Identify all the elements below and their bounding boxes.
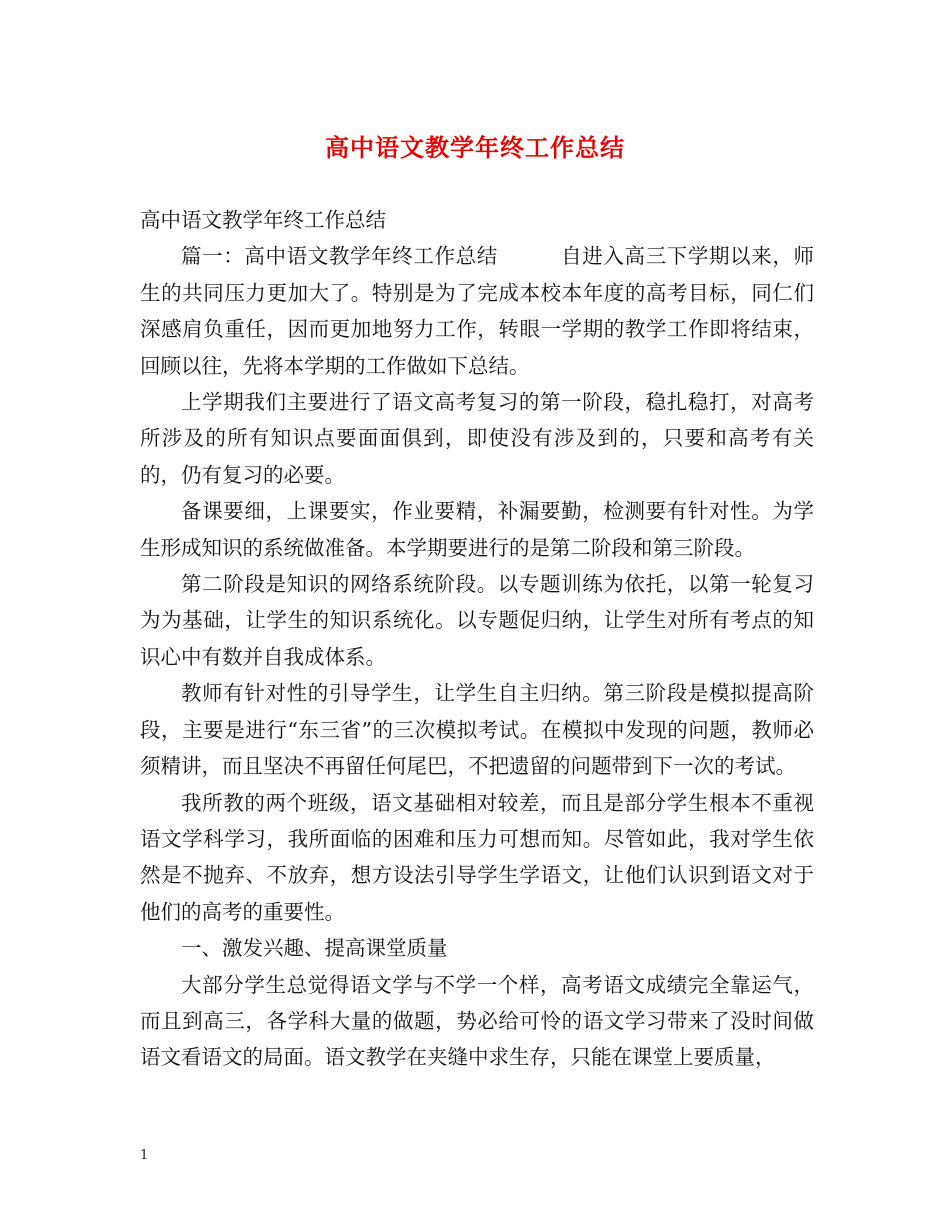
section-heading: 一、激发兴趣、提高课堂质量	[181, 936, 448, 961]
paragraph: 篇一：高中语文教学年终工作总结 自进入高三下学期以来，师生的共同压力更加大了。特别是为了完成本校本年度的高考目标，同仁们深感肩负重任，因而更加地努力工作，转眼一学期的教学工作即将结束，回顾以往，先将本学期的工作做如下总结。	[140, 244, 814, 378]
paragraph: 教师有针对性的引导学生，让学生自主归纳。第三阶段是模拟提高阶段，主要是进行“东三省”的三次模拟考试。在模拟中发现的问题，教师必须精讲，而且坚决不再留任何尾巴，不把遗留的问题带到下一次的考试。	[140, 681, 814, 779]
paragraph: 大部分学生总觉得语文学与不学一个样，高考语文成绩完全靠运气，而且到高三，各学科大量的做题，势必给可怜的语文学习带来了没时间做语文看语文的局面。语文教学在夹缝中求生存，只能在课堂上要质量，	[140, 972, 814, 1070]
paragraph: 高中语文教学年终工作总结	[140, 208, 386, 232]
paragraph: 备课要细，上课要实，作业要精，补漏要勤，检测要有针对性。为学生形成知识的系统做准备。本学期要进行的是第二阶段和第三阶段。	[140, 499, 814, 560]
paragraph: 第二阶段是知识的网络系统阶段。以专题训练为依托，以第一轮复习为为基础，让学生的知识系统化。以专题促归纳，让学生对所有考点的知识心中有数并自我成体系。	[140, 572, 814, 669]
document-title: 高中语文教学年终工作总结	[325, 133, 625, 162]
paragraph: 我所教的两个班级，语文基础相对较差，而且是部分学生根本不重视语文学科学习，我所面临的困难和压力可想而知。尽管如此，我对学生依然是不抛弃、不放弃，想方设法引导学生学语文，让他们认识到语文对于他们的高考的重要性。	[140, 790, 814, 924]
page-number: 1	[140, 1148, 149, 1163]
document-body	[140, 202, 814, 1076]
paragraph: 上学期我们主要进行了语文高考复习的第一阶段，稳扎稳打，对高考所涉及的所有知识点要面面俱到，即使没有涉及到的，只要和高考有关的，仍有复习的必要。	[140, 390, 814, 487]
